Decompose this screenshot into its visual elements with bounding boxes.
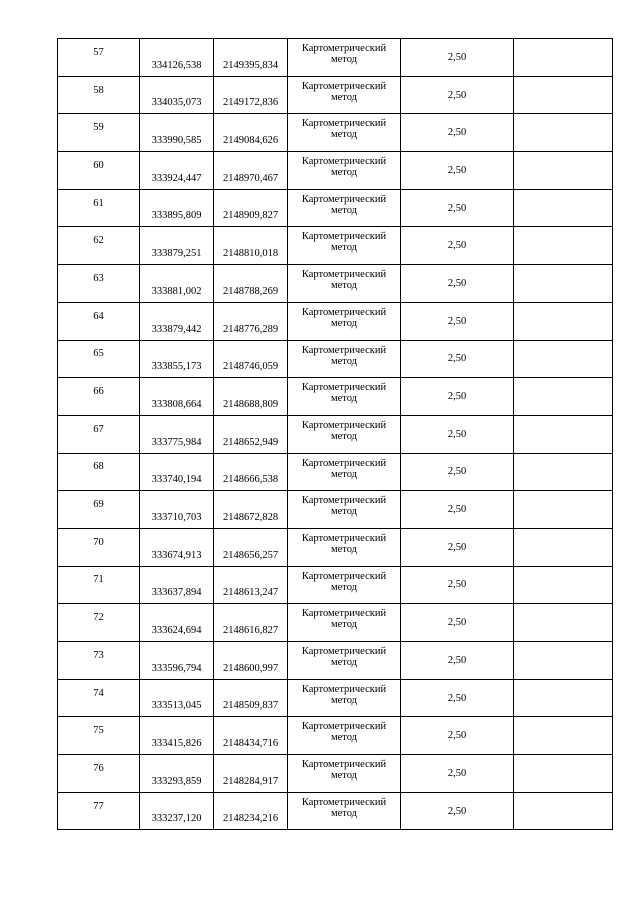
- y-coordinate-cell: [214, 265, 288, 303]
- x-coordinate-cell-text: 334035,073: [151, 97, 202, 109]
- point-number-cell: [58, 755, 140, 793]
- x-coordinate-cell-text: 333710,703: [151, 511, 202, 523]
- method-cell: [288, 453, 401, 491]
- y-coordinate-cell: [214, 302, 288, 340]
- point-number-cell-text: 62: [93, 235, 104, 247]
- table-row: [58, 227, 613, 265]
- accuracy-cell: [401, 152, 514, 190]
- table-row: [58, 566, 613, 604]
- note-cell: [514, 679, 613, 717]
- point-number-cell-text: 77: [93, 800, 104, 812]
- y-coordinate-cell: [214, 152, 288, 190]
- y-coordinate-cell-text: 2148509,837: [222, 700, 279, 712]
- method-cell: [288, 114, 401, 152]
- accuracy-cell: [401, 39, 514, 77]
- accuracy-cell: [401, 302, 514, 340]
- coordinates-table-body: [58, 39, 613, 830]
- point-number-cell: [58, 528, 140, 566]
- y-coordinate-cell-text: 2148600,997: [222, 662, 279, 674]
- method-cell-text: Картометрический метод: [301, 570, 387, 593]
- point-number-cell-text: 57: [93, 46, 104, 58]
- y-coordinate-cell: [214, 340, 288, 378]
- y-coordinate-cell: [214, 114, 288, 152]
- x-coordinate-cell: [140, 152, 214, 190]
- y-coordinate-cell-text: 2148656,257: [222, 549, 279, 561]
- method-cell-text: Картометрический метод: [301, 457, 387, 480]
- note-cell: [514, 792, 613, 830]
- note-cell: [514, 114, 613, 152]
- point-number-cell: [58, 717, 140, 755]
- table-row: [58, 39, 613, 77]
- y-coordinate-cell-text: 2148909,827: [222, 210, 279, 222]
- accuracy-cell-text: 2,50: [447, 805, 467, 817]
- table-row: [58, 340, 613, 378]
- point-number-cell: [58, 679, 140, 717]
- table-row: [58, 114, 613, 152]
- point-number-cell-text: 75: [93, 725, 104, 737]
- method-cell-text: Картометрический метод: [301, 683, 387, 706]
- method-cell: [288, 302, 401, 340]
- x-coordinate-cell-text: 333596,794: [151, 662, 202, 674]
- x-coordinate-cell-text: 333415,826: [151, 738, 202, 750]
- method-cell-text: Картометрический метод: [301, 80, 387, 103]
- accuracy-cell: [401, 566, 514, 604]
- point-number-cell: [58, 265, 140, 303]
- note-cell: [514, 604, 613, 642]
- method-cell-text: Картометрический метод: [301, 193, 387, 216]
- table-row: [58, 76, 613, 114]
- method-cell: [288, 717, 401, 755]
- x-coordinate-cell: [140, 642, 214, 680]
- x-coordinate-cell: [140, 302, 214, 340]
- x-coordinate-cell: [140, 679, 214, 717]
- accuracy-cell-text: 2,50: [447, 579, 467, 591]
- x-coordinate-cell-text: 333513,045: [151, 700, 202, 712]
- accuracy-cell-text: 2,50: [447, 353, 467, 365]
- method-cell: [288, 340, 401, 378]
- note-cell: [514, 378, 613, 416]
- note-cell: [514, 39, 613, 77]
- x-coordinate-cell: [140, 415, 214, 453]
- accuracy-cell: [401, 717, 514, 755]
- x-coordinate-cell-text: 333775,984: [151, 436, 202, 448]
- x-coordinate-cell-text: 333895,809: [151, 210, 202, 222]
- y-coordinate-cell: [214, 566, 288, 604]
- point-number-cell-text: 67: [93, 423, 104, 435]
- accuracy-cell-text: 2,50: [447, 240, 467, 252]
- method-cell-text: Картометрический метод: [301, 796, 387, 819]
- accuracy-cell-text: 2,50: [447, 164, 467, 176]
- accuracy-cell-text: 2,50: [447, 617, 467, 629]
- note-cell: [514, 491, 613, 529]
- table-row: [58, 378, 613, 416]
- x-coordinate-cell-text: 333879,442: [151, 323, 202, 335]
- table-row: [58, 528, 613, 566]
- y-coordinate-cell-text: 2149084,626: [222, 135, 279, 147]
- y-coordinate-cell: [214, 755, 288, 793]
- x-coordinate-cell-text: 333990,585: [151, 135, 202, 147]
- accuracy-cell: [401, 415, 514, 453]
- y-coordinate-cell-text: 2148234,216: [222, 813, 279, 825]
- note-cell: [514, 152, 613, 190]
- method-cell: [288, 642, 401, 680]
- method-cell-text: Картометрический метод: [301, 156, 387, 179]
- point-number-cell: [58, 453, 140, 491]
- method-cell: [288, 76, 401, 114]
- note-cell: [514, 453, 613, 491]
- note-cell: [514, 76, 613, 114]
- y-coordinate-cell-text: 2148616,827: [222, 625, 279, 636]
- x-coordinate-cell-text: 333924,447: [151, 172, 202, 184]
- accuracy-cell-text: 2,50: [447, 202, 467, 214]
- method-cell: [288, 792, 401, 830]
- accuracy-cell-text: 2,50: [447, 315, 467, 327]
- x-coordinate-cell: [140, 491, 214, 529]
- point-number-cell: [58, 302, 140, 340]
- accuracy-cell-text: 2,50: [447, 504, 467, 516]
- x-coordinate-cell: [140, 566, 214, 604]
- note-cell: [514, 227, 613, 265]
- x-coordinate-cell: [140, 39, 214, 77]
- y-coordinate-cell: [214, 453, 288, 491]
- point-number-cell: [58, 642, 140, 680]
- method-cell-text: Картометрический метод: [301, 306, 387, 329]
- point-number-cell-text: 58: [93, 84, 104, 96]
- x-coordinate-cell: [140, 792, 214, 830]
- y-coordinate-cell: [214, 642, 288, 680]
- method-cell-text: Картометрический метод: [301, 118, 387, 141]
- y-coordinate-cell-text: 2148666,538: [222, 474, 279, 486]
- method-cell-text: Картометрический метод: [301, 344, 387, 367]
- x-coordinate-cell: [140, 76, 214, 114]
- point-number-cell: [58, 340, 140, 378]
- x-coordinate-cell-text: 333624,694: [151, 625, 202, 636]
- y-coordinate-cell-text: 2148746,059: [222, 361, 279, 373]
- accuracy-cell-text: 2,50: [447, 692, 467, 704]
- accuracy-cell-text: 2,50: [447, 466, 467, 478]
- y-coordinate-cell: [214, 227, 288, 265]
- method-cell-text: Картометрический метод: [301, 721, 387, 744]
- y-coordinate-cell-text: 2148613,247: [222, 587, 279, 599]
- method-cell: [288, 604, 401, 642]
- x-coordinate-cell-text: 333293,859: [151, 775, 202, 787]
- y-coordinate-cell-text: 2148810,018: [222, 248, 279, 260]
- accuracy-cell: [401, 792, 514, 830]
- x-coordinate-cell: [140, 378, 214, 416]
- method-cell: [288, 491, 401, 529]
- table-row: [58, 453, 613, 491]
- point-number-cell: [58, 604, 140, 642]
- note-cell: [514, 415, 613, 453]
- x-coordinate-cell-text: 333740,194: [151, 474, 202, 486]
- note-cell: [514, 528, 613, 566]
- x-coordinate-cell: [140, 189, 214, 227]
- method-cell-text: Картометрический метод: [301, 495, 387, 518]
- method-cell: [288, 566, 401, 604]
- note-cell: [514, 755, 613, 793]
- method-cell: [288, 39, 401, 77]
- accuracy-cell-text: 2,50: [447, 89, 467, 101]
- point-number-cell-text: 69: [93, 499, 104, 511]
- y-coordinate-cell: [214, 415, 288, 453]
- y-coordinate-cell-text: 2148776,289: [222, 323, 279, 335]
- y-coordinate-cell-text: 2149172,836: [222, 97, 279, 109]
- point-number-cell: [58, 76, 140, 114]
- point-number-cell-text: 74: [93, 687, 104, 699]
- point-number-cell-text: 68: [93, 461, 104, 473]
- method-cell: [288, 679, 401, 717]
- accuracy-cell: [401, 528, 514, 566]
- x-coordinate-cell: [140, 755, 214, 793]
- accuracy-cell-text: 2,50: [447, 654, 467, 666]
- point-number-cell-text: 76: [93, 762, 104, 774]
- method-cell-text: Картометрический метод: [301, 532, 387, 555]
- accuracy-cell: [401, 378, 514, 416]
- y-coordinate-cell: [214, 792, 288, 830]
- point-number-cell: [58, 227, 140, 265]
- method-cell: [288, 528, 401, 566]
- accuracy-cell: [401, 114, 514, 152]
- accuracy-cell-text: 2,50: [447, 767, 467, 779]
- point-number-cell-text: 60: [93, 159, 104, 171]
- x-coordinate-cell: [140, 227, 214, 265]
- method-cell-text: Картометрический метод: [301, 231, 387, 254]
- point-number-cell-text: 71: [93, 574, 104, 586]
- y-coordinate-cell: [214, 528, 288, 566]
- point-number-cell: [58, 114, 140, 152]
- table-row: [58, 755, 613, 793]
- y-coordinate-cell: [214, 491, 288, 529]
- accuracy-cell: [401, 227, 514, 265]
- point-number-cell: [58, 39, 140, 77]
- accuracy-cell: [401, 453, 514, 491]
- point-number-cell: [58, 491, 140, 529]
- accuracy-cell: [401, 265, 514, 303]
- accuracy-cell-text: 2,50: [447, 51, 467, 63]
- method-cell-text: Картометрический метод: [301, 759, 387, 782]
- accuracy-cell-text: 2,50: [447, 127, 467, 139]
- table-row: [58, 302, 613, 340]
- point-number-cell-text: 64: [93, 310, 104, 322]
- method-cell-text: Картометрический метод: [301, 43, 387, 65]
- x-coordinate-cell: [140, 265, 214, 303]
- point-number-cell-text: 65: [93, 348, 104, 360]
- method-cell: [288, 189, 401, 227]
- x-coordinate-cell-text: 333879,251: [151, 248, 202, 260]
- accuracy-cell: [401, 76, 514, 114]
- method-cell: [288, 265, 401, 303]
- y-coordinate-cell: [214, 76, 288, 114]
- method-cell-text: Картометрический метод: [301, 646, 387, 668]
- coordinates-table: [57, 38, 613, 830]
- y-coordinate-cell-text: 2149395,834: [222, 59, 279, 71]
- method-cell-text: Картометрический метод: [301, 382, 387, 405]
- point-number-cell-text: 72: [93, 612, 104, 624]
- method-cell: [288, 227, 401, 265]
- table-row: [58, 415, 613, 453]
- note-cell: [514, 189, 613, 227]
- point-number-cell-text: 63: [93, 272, 104, 284]
- point-number-cell: [58, 415, 140, 453]
- note-cell: [514, 265, 613, 303]
- point-number-cell-text: 59: [93, 122, 104, 134]
- x-coordinate-cell: [140, 340, 214, 378]
- accuracy-cell-text: 2,50: [447, 428, 467, 440]
- x-coordinate-cell-text: 333808,664: [151, 398, 202, 410]
- method-cell: [288, 755, 401, 793]
- y-coordinate-cell-text: 2148788,269: [222, 285, 279, 297]
- x-coordinate-cell-text: 333637,894: [151, 587, 202, 599]
- accuracy-cell-text: 2,50: [447, 391, 467, 403]
- table-row: [58, 604, 613, 642]
- y-coordinate-cell: [214, 679, 288, 717]
- method-cell: [288, 378, 401, 416]
- table-row: [58, 792, 613, 830]
- table-row: [58, 679, 613, 717]
- x-coordinate-cell: [140, 604, 214, 642]
- table-row: [58, 152, 613, 190]
- accuracy-cell: [401, 755, 514, 793]
- point-number-cell: [58, 566, 140, 604]
- x-coordinate-cell-text: 333674,913: [151, 549, 202, 561]
- accuracy-cell: [401, 642, 514, 680]
- accuracy-cell: [401, 604, 514, 642]
- y-coordinate-cell: [214, 378, 288, 416]
- accuracy-cell-text: 2,50: [447, 277, 467, 289]
- point-number-cell: [58, 378, 140, 416]
- y-coordinate-cell: [214, 39, 288, 77]
- table-row: [58, 189, 613, 227]
- y-coordinate-cell-text: 2148284,917: [222, 775, 279, 787]
- table-row: [58, 265, 613, 303]
- y-coordinate-cell: [214, 717, 288, 755]
- note-cell: [514, 302, 613, 340]
- point-number-cell-text: 70: [93, 536, 104, 548]
- x-coordinate-cell-text: 334126,538: [151, 59, 202, 71]
- method-cell-text: Картометрический метод: [301, 419, 387, 442]
- accuracy-cell: [401, 340, 514, 378]
- point-number-cell-text: 61: [93, 197, 104, 209]
- method-cell: [288, 415, 401, 453]
- y-coordinate-cell-text: 2148672,828: [222, 511, 279, 523]
- accuracy-cell: [401, 491, 514, 529]
- table-row: [58, 642, 613, 680]
- method-cell-text: Картометрический метод: [301, 608, 387, 631]
- x-coordinate-cell-text: 333881,002: [151, 285, 202, 297]
- point-number-cell-text: 66: [93, 386, 104, 398]
- table-row: [58, 717, 613, 755]
- point-number-cell-text: 73: [93, 649, 104, 661]
- point-number-cell: [58, 189, 140, 227]
- y-coordinate-cell-text: 2148434,716: [222, 738, 279, 750]
- x-coordinate-cell: [140, 717, 214, 755]
- y-coordinate-cell-text: 2148652,949: [222, 436, 279, 448]
- note-cell: [514, 642, 613, 680]
- accuracy-cell: [401, 189, 514, 227]
- x-coordinate-cell: [140, 114, 214, 152]
- x-coordinate-cell: [140, 528, 214, 566]
- accuracy-cell-text: 2,50: [447, 541, 467, 553]
- x-coordinate-cell-text: 333237,120: [151, 813, 202, 825]
- table-row: [58, 491, 613, 529]
- y-coordinate-cell-text: 2148688,809: [222, 398, 279, 410]
- accuracy-cell: [401, 679, 514, 717]
- y-coordinate-cell: [214, 604, 288, 642]
- note-cell: [514, 566, 613, 604]
- y-coordinate-cell: [214, 189, 288, 227]
- note-cell: [514, 340, 613, 378]
- x-coordinate-cell-text: 333855,173: [151, 361, 202, 373]
- method-cell: [288, 152, 401, 190]
- point-number-cell: [58, 152, 140, 190]
- accuracy-cell-text: 2,50: [447, 730, 467, 742]
- x-coordinate-cell: [140, 453, 214, 491]
- note-cell: [514, 717, 613, 755]
- point-number-cell: [58, 792, 140, 830]
- y-coordinate-cell-text: 2148970,467: [222, 172, 279, 184]
- method-cell-text: Картометрический метод: [301, 269, 387, 292]
